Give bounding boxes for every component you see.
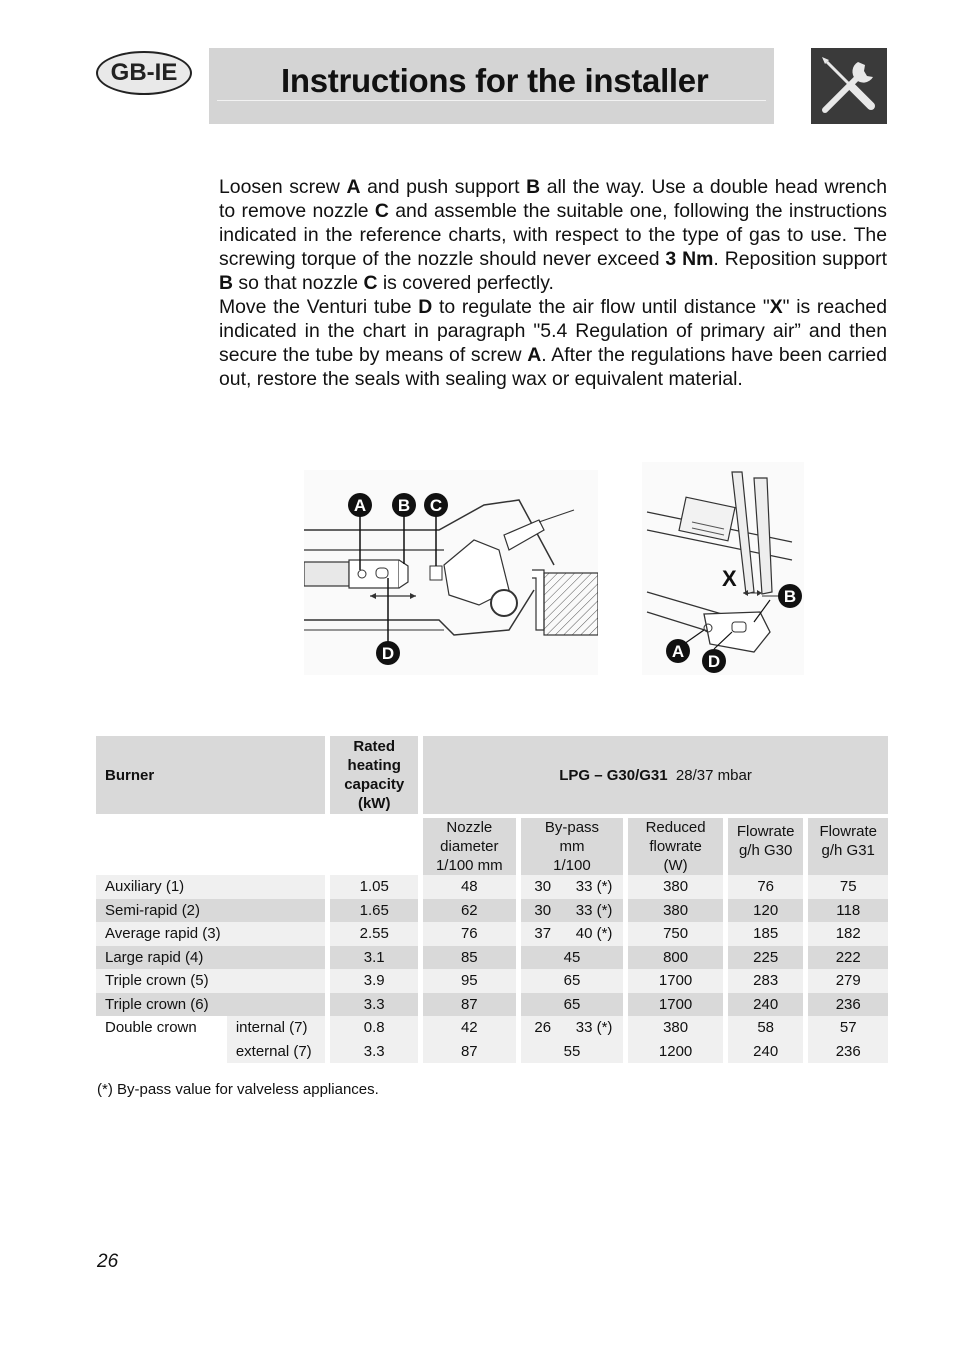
fig-label-d: D <box>381 644 395 663</box>
cell-g31: 222 <box>808 946 888 970</box>
cell-reduced: 750 <box>628 922 723 946</box>
cell-g31: 57 <box>808 1016 888 1040</box>
cell-bypass: 65 <box>521 993 624 1017</box>
fig-label-c: C <box>429 496 443 515</box>
instruction-paragraph-1: Loosen screw A and push support B all the way. Use a double head wrench to remove nozzle C and assemble the suitable one, following the instructions indicated in the reference charts, with respect to the type of gas to use. The screwing torque of the nozzle should never exceed 3 Nm. Reposition support B so that nozzle C is covered perfectly. <box>219 176 887 294</box>
subheader-g31: Flowrate g/h G31 <box>808 818 888 875</box>
cell-rated: 2.55 <box>330 922 418 946</box>
cell-bypass: 45 <box>521 946 624 970</box>
cell-reduced: 800 <box>628 946 723 970</box>
cell-burner: Large rapid (4) <box>96 946 325 970</box>
cell-reduced: 1700 <box>628 993 723 1017</box>
cell-g30: 225 <box>728 946 803 970</box>
subheader-reduced: Reduced flowrate (W) <box>628 818 723 875</box>
cell-bypass-valveless: 33 (*) <box>565 875 623 899</box>
cell-bypass: 37 <box>521 922 565 946</box>
table-row <box>96 946 888 970</box>
cell-g30: 240 <box>728 1040 803 1064</box>
cell-burner-sub: external (7) <box>227 1040 326 1064</box>
cell-bypass-valveless: 33 (*) <box>565 1016 623 1040</box>
cell-bypass: 65 <box>521 969 624 993</box>
cell-nozzle: 48 <box>423 875 516 899</box>
cell-nozzle: 85 <box>423 946 516 970</box>
cell-nozzle: 87 <box>423 993 516 1017</box>
cell-burner: Semi-rapid (2) <box>96 899 325 923</box>
cell-reduced: 1700 <box>628 969 723 993</box>
region-badge: GB-IE <box>96 51 192 95</box>
cell-rated: 0.8 <box>330 1016 418 1040</box>
table-row <box>96 875 888 899</box>
title-divider <box>217 100 766 101</box>
cell-reduced: 380 <box>628 899 723 923</box>
tools-icon <box>811 48 887 124</box>
cell-rated: 1.65 <box>330 899 418 923</box>
page-title: Instructions for the installer <box>281 62 709 99</box>
page-number: 26 <box>97 1251 119 1272</box>
cell-g30: 240 <box>728 993 803 1017</box>
cell-bypass-valveless: 33 (*) <box>565 899 623 923</box>
cell-g30: 58 <box>728 1016 803 1040</box>
cell-bypass: 30 <box>521 875 565 899</box>
table-row <box>96 1016 888 1040</box>
table-row <box>96 899 888 923</box>
fig-label-x: X <box>722 566 737 591</box>
table-row <box>96 969 888 993</box>
cell-g31: 182 <box>808 922 888 946</box>
fig-label-d: D <box>707 652 721 671</box>
table-row <box>96 993 888 1017</box>
cell-reduced: 1200 <box>628 1040 723 1064</box>
cell-reduced: 380 <box>628 875 723 899</box>
title-bar <box>209 48 774 124</box>
cell-burner: Average rapid (3) <box>96 922 325 946</box>
cell-burner: Double crown <box>96 1016 227 1063</box>
cell-reduced: 380 <box>628 1016 723 1040</box>
cell-g31: 75 <box>808 875 888 899</box>
cell-bypass: 30 <box>521 899 565 923</box>
cell-g31: 118 <box>808 899 888 923</box>
cell-nozzle: 95 <box>423 969 516 993</box>
cell-rated: 3.3 <box>330 993 418 1017</box>
fig-label-b: B <box>783 587 797 606</box>
lpg-nozzle-table <box>96 736 888 1063</box>
cell-nozzle: 87 <box>423 1040 516 1064</box>
cell-g31: 279 <box>808 969 888 993</box>
subheader-g30: Flowrate g/h G30 <box>728 818 803 875</box>
subheader-nozzle: Nozzle diameter 1/100 mm <box>423 818 516 875</box>
cell-g30: 120 <box>728 899 803 923</box>
cell-bypass: 26 <box>521 1016 565 1040</box>
cell-rated: 3.9 <box>330 969 418 993</box>
instruction-paragraph-2: Move the Venturi tube D to regulate the air flow until distance "X" is reached indicated in the chart in paragraph "5.4 Regulation of primary air” and then secure the tube by means of screw A. After the regulations have been carried out, restore the seals with sealing wax or equivalent material. <box>219 296 887 390</box>
cell-g30: 283 <box>728 969 803 993</box>
cell-bypass-valveless: 40 (*) <box>565 922 623 946</box>
cell-g30: 185 <box>728 922 803 946</box>
cell-burner: Triple crown (5) <box>96 969 325 993</box>
nozzle-assembly-figure <box>304 470 598 675</box>
cell-nozzle: 76 <box>423 922 516 946</box>
cell-rated: 3.1 <box>330 946 418 970</box>
table-row <box>96 922 888 946</box>
caliper-measurement-figure <box>642 462 804 675</box>
subheader-bypass: By-pass mm 1/100 <box>521 818 624 875</box>
cell-nozzle: 42 <box>423 1016 516 1040</box>
cell-g31: 236 <box>808 993 888 1017</box>
cell-g31: 236 <box>808 1040 888 1064</box>
cell-burner: Auxiliary (1) <box>96 875 325 899</box>
header-lpg: LPG – G30/G31 28/37 mbar <box>423 736 888 814</box>
cell-rated: 1.05 <box>330 875 418 899</box>
fig-label-a: A <box>353 496 367 515</box>
header-burner: Burner <box>96 736 325 814</box>
header-rated: Rated heating capacity (kW) <box>330 736 418 814</box>
cell-burner: Triple crown (6) <box>96 993 325 1017</box>
cell-rated: 3.3 <box>330 1040 418 1064</box>
cell-nozzle: 62 <box>423 899 516 923</box>
instructions-text <box>219 175 887 391</box>
cell-g30: 76 <box>728 875 803 899</box>
fig-label-a: A <box>671 642 685 661</box>
footnote: (*) By-pass value for valveless appliances. <box>97 1081 379 1098</box>
fig-label-b: B <box>397 496 411 515</box>
cell-burner-sub: internal (7) <box>227 1016 326 1040</box>
cell-bypass: 55 <box>521 1040 624 1064</box>
